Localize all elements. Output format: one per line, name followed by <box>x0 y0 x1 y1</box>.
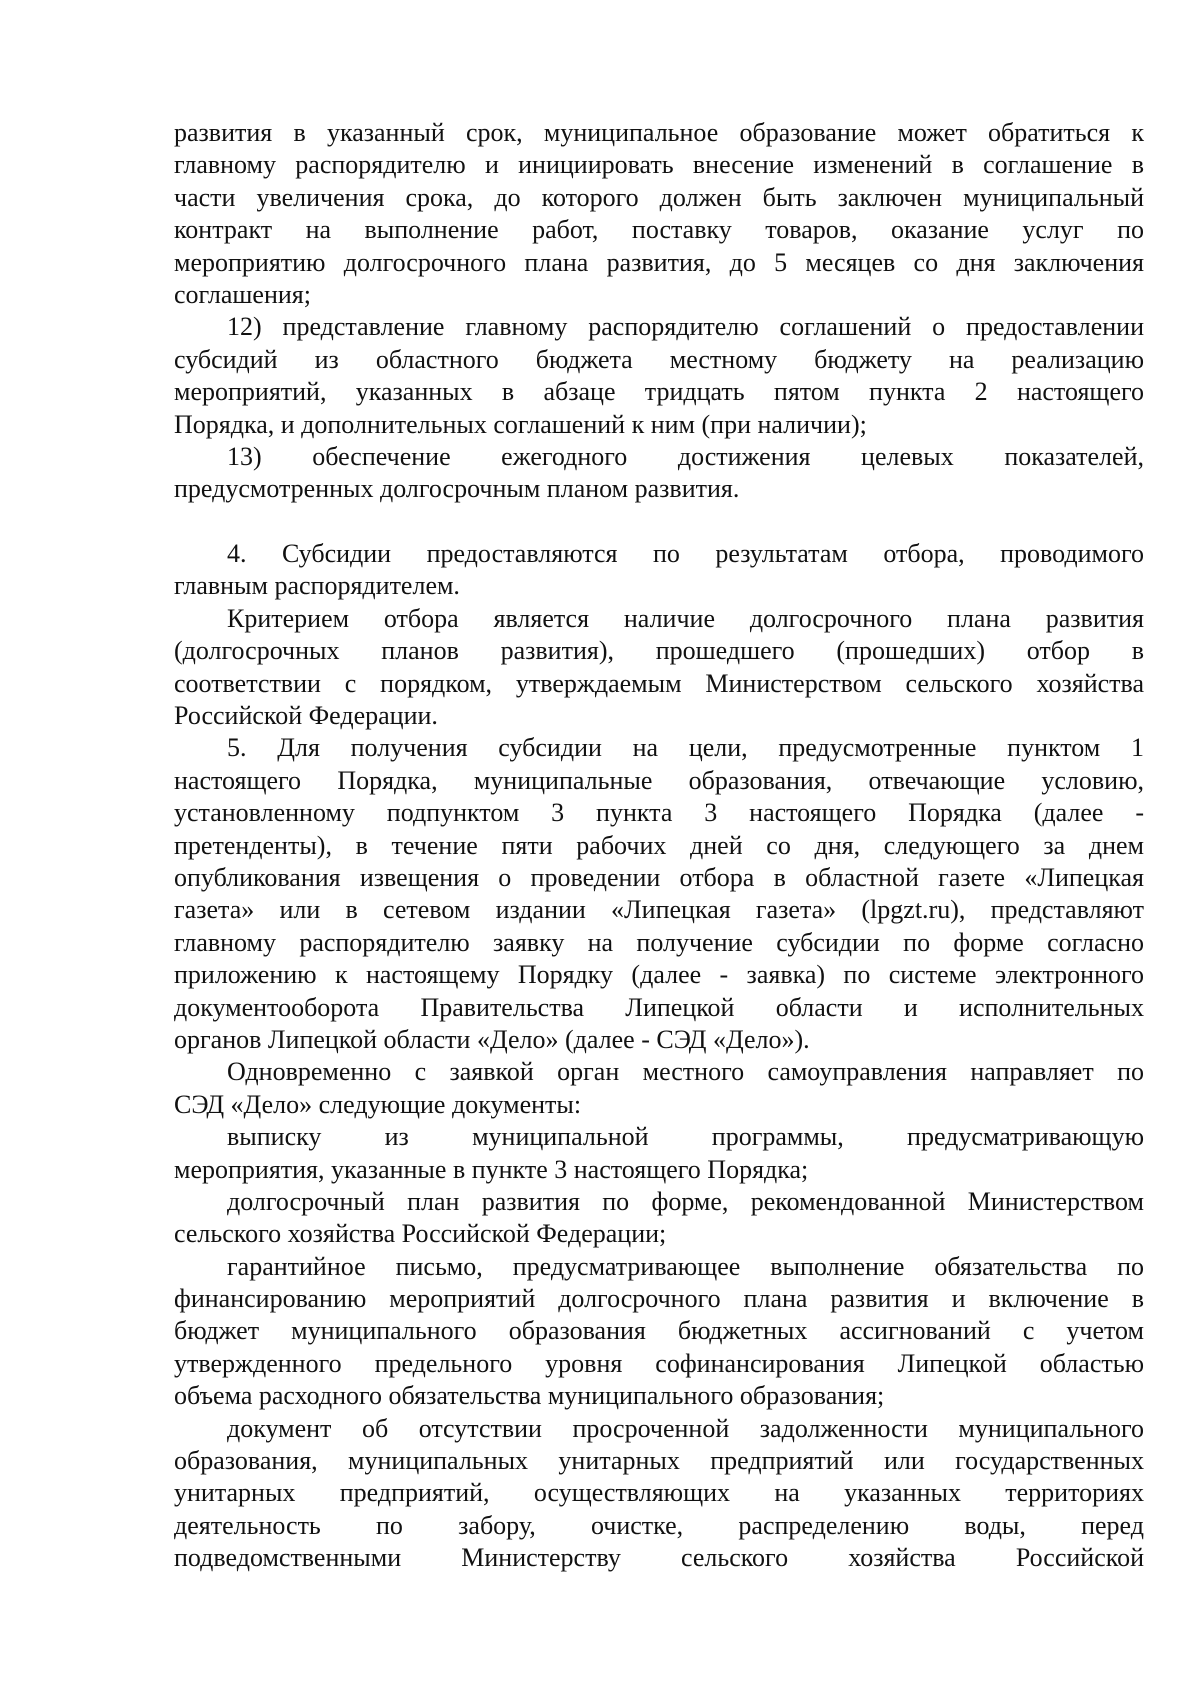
text-line: главному распорядителю заявку на получение субсидии по форме согласно <box>174 927 1144 957</box>
paragraph <box>174 1186 1144 1251</box>
text-line: мероприятию долгосрочного плана развития, до 5 месяцев со дня заключения <box>174 247 1144 277</box>
paragraph <box>174 441 1144 506</box>
text-line: (долгосрочных планов развития), прошедшего (прошедших) отбор в <box>174 636 1144 666</box>
text-line: документ об отсутствии просроченной задолженности муниципального <box>227 1413 1144 1443</box>
text-line: Критерием отбора является наличие долгосрочного плана развития <box>227 603 1144 633</box>
text-line: приложению к настоящему Порядку (далее - заявка) по системе электронного <box>174 960 1144 990</box>
text-line: органов Липецкой области «Дело» (далее - СЭД «Дело»). <box>174 1024 810 1054</box>
paragraph <box>174 1056 1144 1121</box>
text-line: Одновременно с заявкой орган местного самоуправления направляет по <box>227 1057 1144 1087</box>
text-line: документооборота Правительства Липецкой области и исполнительных <box>174 992 1144 1022</box>
text-line: претенденты), в течение пяти рабочих дней со дня, следующего за днем <box>174 830 1144 860</box>
text-line: главным распорядителем. <box>174 571 460 601</box>
text-line: опубликования извещения о проведении отбора в областной газете «Липецкая <box>174 862 1144 892</box>
paragraph <box>174 538 1144 603</box>
text-line: подведомственными Министерству сельского хозяйства Российской <box>174 1543 1144 1573</box>
paragraph <box>174 732 1144 1056</box>
text-line: мероприятий, указанных в абзаце тридцать пятом пункта 2 настоящего <box>174 377 1144 407</box>
text-line: 5. Для получения субсидии на цели, предусмотренные пунктом 1 <box>227 733 1144 763</box>
text-line: соответствии с порядком, утверждаемым Министерством сельского хозяйства <box>174 668 1144 698</box>
paragraph <box>174 1251 1144 1413</box>
text-line: главному распорядителю и инициировать внесение изменений в соглашение в <box>174 150 1144 180</box>
text-line: 4. Субсидии предоставляются по результатам отбора, проводимого <box>227 539 1144 569</box>
text-line: СЭД «Дело» следующие документы: <box>174 1089 582 1119</box>
text-line: субсидий из областного бюджета местному бюджету на реализацию <box>174 344 1144 374</box>
text-line: 13) обеспечение ежегодного достижения целевых показателей, <box>227 441 1144 471</box>
paragraph <box>174 311 1144 441</box>
text-line: деятельность по забору, очистке, распределению воды, перед <box>174 1510 1144 1540</box>
paragraph <box>174 1121 1144 1186</box>
text-line: утвержденного предельного уровня софинансирования Липецкой областью <box>174 1348 1144 1378</box>
text-line: унитарных предприятий, осуществляющих на указанных территориях <box>174 1478 1144 1508</box>
document-page <box>174 117 1144 1575</box>
text-line: настоящего Порядка, муниципальные образования, отвечающие условию, <box>174 765 1144 795</box>
text-line: долгосрочный план развития по форме, рекомендованной Министерством <box>227 1186 1144 1216</box>
text-line: установленному подпунктом 3 пункта 3 настоящего Порядка (далее - <box>174 798 1144 828</box>
text-line: соглашения; <box>174 279 311 309</box>
text-line: газета» или в сетевом издании «Липецкая газета» (lpgzt.ru), представляют <box>174 895 1144 925</box>
paragraph <box>174 1413 1144 1575</box>
text-line: контракт на выполнение работ, поставку товаров, оказание услуг по <box>174 215 1144 245</box>
text-line: бюджет муниципального образования бюджетных ассигнований с учетом <box>174 1316 1144 1346</box>
text-line: гарантийное письмо, предусматривающее выполнение обязательства по <box>227 1251 1144 1281</box>
paragraph-spacer <box>174 506 1144 538</box>
text-line: объема расходного обязательства муниципального образования; <box>174 1381 885 1411</box>
text-line: Российской Федерации. <box>174 701 438 731</box>
text-line: образования, муниципальных унитарных предприятий или государственных <box>174 1446 1144 1476</box>
text-line: Порядка, и дополнительных соглашений к ним (при наличии); <box>174 409 867 439</box>
text-line: мероприятия, указанные в пункте 3 настоящего Порядка; <box>174 1154 809 1184</box>
text-line: сельского хозяйства Российской Федерации; <box>174 1219 667 1249</box>
paragraph <box>174 603 1144 733</box>
text-line: части увеличения срока, до которого должен быть заключен муниципальный <box>174 182 1144 212</box>
text-line: выписку из муниципальной программы, предусматривающую <box>227 1122 1144 1152</box>
text-line: предусмотренных долгосрочным планом развития. <box>174 474 740 504</box>
paragraph <box>174 117 1144 311</box>
text-line: 12) представление главному распорядителю соглашений о предоставлении <box>227 312 1144 342</box>
text-line: финансированию мероприятий долгосрочного плана развития и включение в <box>174 1284 1144 1314</box>
text-line: развития в указанный срок, муниципальное образование может обратиться к <box>174 118 1144 147</box>
